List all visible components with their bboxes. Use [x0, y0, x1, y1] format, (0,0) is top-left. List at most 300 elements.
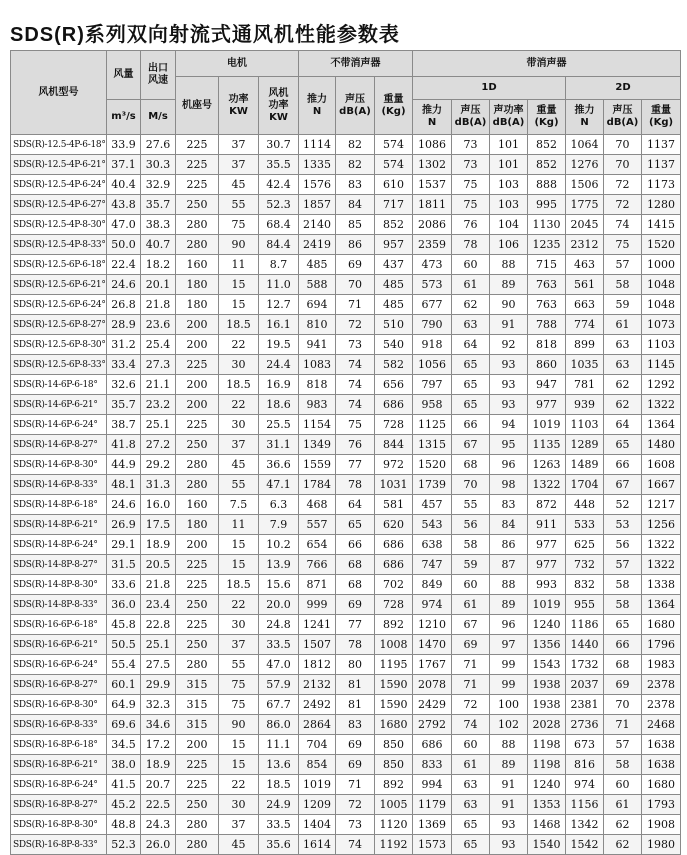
cell-power: 37 [219, 135, 259, 155]
cell-frame: 200 [176, 335, 219, 355]
table-row [11, 295, 681, 315]
cell-frame: 280 [176, 655, 219, 675]
cell-noise: 64 [336, 495, 375, 515]
cell-airflow: 33.6 [107, 575, 141, 595]
cell-airflow: 24.6 [107, 275, 141, 295]
cell-outlet-speed: 34.6 [141, 715, 176, 735]
cell-1d-weight: 1468 [528, 815, 566, 835]
col-header-2d-noise: 声压 dB(A) [604, 100, 642, 135]
cell-outlet-speed: 23.2 [141, 395, 176, 415]
cell-airflow: 31.2 [107, 335, 141, 355]
cell-model: SDS(R)-16-8P-6-18° [11, 735, 107, 755]
cell-2d-noise: 61 [604, 315, 642, 335]
cell-2d-noise: 52 [604, 495, 642, 515]
cell-1d-sound-power: 101 [490, 135, 528, 155]
cell-1d-noise: 65 [452, 375, 490, 395]
cell-power: 90 [219, 715, 259, 735]
cell-airflow: 29.1 [107, 535, 141, 555]
col-header-model: 风机型号 [11, 51, 107, 135]
cell-2d-noise: 62 [604, 395, 642, 415]
cell-1d-noise: 75 [452, 175, 490, 195]
cell-power: 75 [219, 695, 259, 715]
cell-1d-weight: 888 [528, 175, 566, 195]
cell-2d-thrust: 955 [566, 595, 604, 615]
group-header-with-silencer: 带消声器 [413, 51, 681, 77]
cell-model: SDS(R)-14-6P-6-21° [11, 395, 107, 415]
cell-2d-thrust: 774 [566, 315, 604, 335]
cell-1d-noise: 67 [452, 615, 490, 635]
cell-fan-power: 35.5 [259, 155, 299, 175]
cell-airflow: 24.6 [107, 495, 141, 515]
cell-airflow: 33.4 [107, 355, 141, 375]
cell-2d-noise: 67 [604, 475, 642, 495]
cell-2d-thrust: 1489 [566, 455, 604, 475]
cell-outlet-speed: 17.5 [141, 515, 176, 535]
cell-noise: 78 [336, 475, 375, 495]
cell-fan-power: 33.5 [259, 815, 299, 835]
performance-table [10, 50, 681, 855]
cell-model: SDS(R)-14-8P-8-33° [11, 595, 107, 615]
cell-thrust: 1404 [299, 815, 336, 835]
cell-fan-power: 25.5 [259, 415, 299, 435]
cell-fan-power: 30.7 [259, 135, 299, 155]
cell-power: 30 [219, 415, 259, 435]
cell-2d-thrust: 673 [566, 735, 604, 755]
table-row [11, 775, 681, 795]
cell-model: SDS(R)-16-6P-6-24° [11, 655, 107, 675]
cell-airflow: 38.0 [107, 755, 141, 775]
cell-thrust: 1019 [299, 775, 336, 795]
cell-1d-thrust: 638 [413, 535, 452, 555]
cell-1d-noise: 65 [452, 395, 490, 415]
cell-outlet-speed: 21.8 [141, 295, 176, 315]
cell-1d-thrust: 1520 [413, 455, 452, 475]
cell-outlet-speed: 26.0 [141, 835, 176, 855]
cell-1d-noise: 61 [452, 755, 490, 775]
cell-2d-noise: 65 [604, 615, 642, 635]
cell-noise: 83 [336, 175, 375, 195]
cell-airflow: 50.0 [107, 235, 141, 255]
cell-noise: 66 [336, 535, 375, 555]
cell-1d-noise: 65 [452, 815, 490, 835]
cell-2d-weight: 1280 [642, 195, 681, 215]
cell-frame: 225 [176, 775, 219, 795]
cell-frame: 180 [176, 275, 219, 295]
cell-fan-power: 52.3 [259, 195, 299, 215]
cell-fan-power: 10.2 [259, 535, 299, 555]
cell-thrust: 557 [299, 515, 336, 535]
cell-noise: 71 [336, 295, 375, 315]
cell-1d-thrust: 790 [413, 315, 452, 335]
cell-weight: 1195 [375, 655, 413, 675]
cell-2d-noise: 61 [604, 795, 642, 815]
cell-fan-power: 11.1 [259, 735, 299, 755]
cell-2d-noise: 63 [604, 355, 642, 375]
cell-1d-weight: 1263 [528, 455, 566, 475]
table-row [11, 535, 681, 555]
cell-thrust: 999 [299, 595, 336, 615]
cell-weight: 892 [375, 615, 413, 635]
cell-frame: 250 [176, 595, 219, 615]
cell-thrust: 1812 [299, 655, 336, 675]
cell-1d-noise: 62 [452, 295, 490, 315]
cell-noise: 73 [336, 815, 375, 835]
cell-frame: 225 [176, 555, 219, 575]
cell-outlet-speed: 27.2 [141, 435, 176, 455]
cell-weight: 1590 [375, 695, 413, 715]
cell-power: 18.5 [219, 375, 259, 395]
table-row [11, 695, 681, 715]
cell-weight: 728 [375, 595, 413, 615]
col-header-noise: 声压 dB(A) [336, 77, 375, 135]
cell-airflow: 36.0 [107, 595, 141, 615]
cell-1d-sound-power: 102 [490, 715, 528, 735]
cell-frame: 180 [176, 515, 219, 535]
cell-1d-noise: 63 [452, 315, 490, 335]
cell-1d-sound-power: 101 [490, 155, 528, 175]
cell-1d-thrust: 994 [413, 775, 452, 795]
cell-weight: 844 [375, 435, 413, 455]
cell-2d-thrust: 1064 [566, 135, 604, 155]
cell-noise: 81 [336, 695, 375, 715]
cell-thrust: 1576 [299, 175, 336, 195]
cell-1d-sound-power: 88 [490, 255, 528, 275]
cell-thrust: 1784 [299, 475, 336, 495]
cell-fan-power: 19.5 [259, 335, 299, 355]
cell-fan-power: 47.0 [259, 655, 299, 675]
cell-2d-noise: 71 [604, 715, 642, 735]
cell-power: 37 [219, 155, 259, 175]
cell-power: 30 [219, 615, 259, 635]
table-row [11, 515, 681, 535]
cell-power: 30 [219, 795, 259, 815]
cell-weight: 1031 [375, 475, 413, 495]
table-row [11, 475, 681, 495]
cell-2d-weight: 1145 [642, 355, 681, 375]
table-row [11, 395, 681, 415]
cell-2d-noise: 59 [604, 295, 642, 315]
cell-1d-thrust: 849 [413, 575, 452, 595]
cell-thrust: 694 [299, 295, 336, 315]
cell-airflow: 28.9 [107, 315, 141, 335]
col-header-power: 功率 KW [219, 77, 259, 135]
cell-1d-sound-power: 92 [490, 335, 528, 355]
cell-2d-thrust: 1775 [566, 195, 604, 215]
cell-noise: 70 [336, 275, 375, 295]
cell-1d-sound-power: 91 [490, 315, 528, 335]
col-header-2d-thrust: 推力 N [566, 100, 604, 135]
cell-model: SDS(R)-16-6P-6-18° [11, 615, 107, 635]
table-row [11, 135, 681, 155]
cell-1d-noise: 65 [452, 835, 490, 855]
cell-2d-noise: 75 [604, 235, 642, 255]
cell-1d-thrust: 1086 [413, 135, 452, 155]
cell-2d-noise: 57 [604, 555, 642, 575]
col-header-outlet-speed-unit: M/s [141, 100, 176, 135]
cell-fan-power: 84.4 [259, 235, 299, 255]
cell-outlet-speed: 22.8 [141, 615, 176, 635]
cell-frame: 200 [176, 375, 219, 395]
cell-2d-weight: 1667 [642, 475, 681, 495]
cell-2d-thrust: 1704 [566, 475, 604, 495]
cell-thrust: 1241 [299, 615, 336, 635]
col-header-outlet-speed: 出口 风速 [141, 51, 176, 100]
table-row [11, 555, 681, 575]
cell-outlet-speed: 23.4 [141, 595, 176, 615]
cell-1d-thrust: 1537 [413, 175, 452, 195]
cell-2d-thrust: 899 [566, 335, 604, 355]
cell-model: SDS(R)-12.5-6P-6-24° [11, 295, 107, 315]
cell-noise: 78 [336, 635, 375, 655]
col-header-weight: 重量 (Kg) [375, 77, 413, 135]
cell-power: 7.5 [219, 495, 259, 515]
cell-weight: 1008 [375, 635, 413, 655]
cell-model: SDS(R)-12.5-4P-6-21° [11, 155, 107, 175]
cell-1d-thrust: 1573 [413, 835, 452, 855]
cell-airflow: 43.8 [107, 195, 141, 215]
table-row [11, 635, 681, 655]
cell-1d-weight: 852 [528, 155, 566, 175]
cell-thrust: 766 [299, 555, 336, 575]
cell-2d-thrust: 1732 [566, 655, 604, 675]
cell-frame: 200 [176, 395, 219, 415]
cell-model: SDS(R)-12.5-4P-8-33° [11, 235, 107, 255]
cell-2d-thrust: 1542 [566, 835, 604, 855]
col-header-airflow: 风量 [107, 51, 141, 100]
cell-airflow: 47.0 [107, 215, 141, 235]
cell-1d-weight: 1135 [528, 435, 566, 455]
cell-2d-thrust: 1103 [566, 415, 604, 435]
cell-airflow: 37.1 [107, 155, 141, 175]
cell-outlet-speed: 24.3 [141, 815, 176, 835]
table-row [11, 275, 681, 295]
cell-2d-thrust: 1440 [566, 635, 604, 655]
cell-power: 75 [219, 675, 259, 695]
cell-1d-sound-power: 83 [490, 495, 528, 515]
cell-thrust: 810 [299, 315, 336, 335]
cell-1d-weight: 993 [528, 575, 566, 595]
cell-1d-weight: 1130 [528, 215, 566, 235]
cell-1d-sound-power: 90 [490, 295, 528, 315]
cell-1d-noise: 60 [452, 735, 490, 755]
cell-frame: 280 [176, 815, 219, 835]
cell-power: 37 [219, 435, 259, 455]
cell-1d-weight: 1938 [528, 695, 566, 715]
cell-2d-weight: 1322 [642, 395, 681, 415]
cell-thrust: 1335 [299, 155, 336, 175]
cell-airflow: 34.5 [107, 735, 141, 755]
cell-outlet-speed: 30.3 [141, 155, 176, 175]
cell-fan-power: 6.3 [259, 495, 299, 515]
cell-2d-noise: 53 [604, 515, 642, 535]
cell-2d-weight: 1048 [642, 295, 681, 315]
cell-power: 15 [219, 755, 259, 775]
cell-2d-noise: 72 [604, 195, 642, 215]
cell-1d-thrust: 1179 [413, 795, 452, 815]
cell-frame: 160 [176, 495, 219, 515]
table-body [11, 135, 681, 855]
cell-noise: 74 [336, 355, 375, 375]
cell-2d-weight: 1983 [642, 655, 681, 675]
cell-airflow: 64.9 [107, 695, 141, 715]
cell-thrust: 854 [299, 755, 336, 775]
cell-2d-thrust: 1289 [566, 435, 604, 455]
group-header-no-silencer: 不带消声器 [299, 51, 413, 77]
cell-model: SDS(R)-16-8P-8-30° [11, 815, 107, 835]
cell-1d-noise: 66 [452, 415, 490, 435]
cell-2d-thrust: 732 [566, 555, 604, 575]
cell-airflow: 60.1 [107, 675, 141, 695]
cell-2d-thrust: 1342 [566, 815, 604, 835]
cell-thrust: 1614 [299, 835, 336, 855]
cell-airflow: 26.8 [107, 295, 141, 315]
cell-2d-noise: 66 [604, 635, 642, 655]
cell-weight: 957 [375, 235, 413, 255]
cell-1d-sound-power: 97 [490, 635, 528, 655]
cell-1d-sound-power: 103 [490, 195, 528, 215]
cell-fan-power: 67.7 [259, 695, 299, 715]
cell-1d-sound-power: 88 [490, 575, 528, 595]
cell-power: 30 [219, 355, 259, 375]
cell-airflow: 33.9 [107, 135, 141, 155]
cell-power: 22 [219, 775, 259, 795]
cell-frame: 200 [176, 315, 219, 335]
cell-2d-weight: 1520 [642, 235, 681, 255]
cell-1d-weight: 1938 [528, 675, 566, 695]
cell-weight: 686 [375, 535, 413, 555]
cell-fan-power: 13.9 [259, 555, 299, 575]
cell-frame: 315 [176, 715, 219, 735]
cell-model: SDS(R)-12.5-4P-6-24° [11, 175, 107, 195]
cell-2d-weight: 2468 [642, 715, 681, 735]
cell-fan-power: 42.4 [259, 175, 299, 195]
cell-1d-thrust: 1315 [413, 435, 452, 455]
cell-1d-weight: 1198 [528, 735, 566, 755]
cell-airflow: 45.2 [107, 795, 141, 815]
cell-weight: 850 [375, 735, 413, 755]
cell-2d-weight: 1364 [642, 415, 681, 435]
cell-1d-thrust: 1056 [413, 355, 452, 375]
cell-fan-power: 68.4 [259, 215, 299, 235]
cell-frame: 180 [176, 295, 219, 315]
cell-1d-sound-power: 89 [490, 755, 528, 775]
cell-2d-noise: 68 [604, 655, 642, 675]
cell-2d-thrust: 1276 [566, 155, 604, 175]
cell-thrust: 704 [299, 735, 336, 755]
cell-power: 15 [219, 535, 259, 555]
cell-weight: 850 [375, 755, 413, 775]
cell-2d-noise: 64 [604, 415, 642, 435]
cell-model: SDS(R)-14-8P-8-30° [11, 575, 107, 595]
cell-noise: 69 [336, 735, 375, 755]
cell-thrust: 1114 [299, 135, 336, 155]
table-row [11, 255, 681, 275]
cell-1d-thrust: 918 [413, 335, 452, 355]
cell-2d-weight: 1793 [642, 795, 681, 815]
cell-airflow: 69.6 [107, 715, 141, 735]
table-row [11, 615, 681, 635]
cell-weight: 892 [375, 775, 413, 795]
cell-fan-power: 86.0 [259, 715, 299, 735]
cell-1d-noise: 72 [452, 695, 490, 715]
cell-1d-thrust: 1369 [413, 815, 452, 835]
cell-power: 55 [219, 655, 259, 675]
cell-airflow: 50.5 [107, 635, 141, 655]
cell-1d-weight: 1356 [528, 635, 566, 655]
cell-weight: 620 [375, 515, 413, 535]
cell-1d-thrust: 1210 [413, 615, 452, 635]
cell-1d-sound-power: 88 [490, 735, 528, 755]
cell-2d-thrust: 1506 [566, 175, 604, 195]
cell-frame: 250 [176, 435, 219, 455]
table-row [11, 375, 681, 395]
cell-model: SDS(R)-14-8P-6-24° [11, 535, 107, 555]
cell-power: 55 [219, 475, 259, 495]
cell-power: 18.5 [219, 315, 259, 335]
cell-model: SDS(R)-12.5-4P-8-30° [11, 215, 107, 235]
cell-1d-thrust: 677 [413, 295, 452, 315]
cell-airflow: 48.1 [107, 475, 141, 495]
table-row [11, 455, 681, 475]
cell-model: SDS(R)-12.5-6P-8-33° [11, 355, 107, 375]
cell-noise: 77 [336, 615, 375, 635]
cell-2d-weight: 1103 [642, 335, 681, 355]
cell-model: SDS(R)-16-6P-6-21° [11, 635, 107, 655]
cell-2d-weight: 1364 [642, 595, 681, 615]
cell-2d-weight: 1048 [642, 275, 681, 295]
cell-2d-weight: 1137 [642, 135, 681, 155]
cell-2d-weight: 1680 [642, 615, 681, 635]
cell-2d-noise: 58 [604, 755, 642, 775]
cell-1d-weight: 1543 [528, 655, 566, 675]
cell-noise: 85 [336, 215, 375, 235]
cell-frame: 250 [176, 635, 219, 655]
cell-fan-power: 15.6 [259, 575, 299, 595]
cell-model: SDS(R)-16-8P-8-33° [11, 835, 107, 855]
cell-1d-weight: 1353 [528, 795, 566, 815]
cell-thrust: 1209 [299, 795, 336, 815]
col-header-1d-sound-power: 声功率 dB(A) [490, 100, 528, 135]
table-row [11, 215, 681, 235]
cell-thrust: 2140 [299, 215, 336, 235]
cell-power: 45 [219, 175, 259, 195]
cell-2d-thrust: 533 [566, 515, 604, 535]
cell-2d-weight: 1073 [642, 315, 681, 335]
cell-airflow: 44.9 [107, 455, 141, 475]
cell-1d-sound-power: 96 [490, 615, 528, 635]
cell-model: SDS(R)-16-8P-6-24° [11, 775, 107, 795]
cell-power: 11 [219, 515, 259, 535]
cell-frame: 225 [176, 135, 219, 155]
group-header-motor: 电机 [176, 51, 299, 77]
cell-frame: 250 [176, 795, 219, 815]
cell-1d-sound-power: 93 [490, 395, 528, 415]
cell-thrust: 1083 [299, 355, 336, 375]
cell-2d-weight: 1415 [642, 215, 681, 235]
cell-2d-weight: 1292 [642, 375, 681, 395]
table-row [11, 595, 681, 615]
cell-fan-power: 8.7 [259, 255, 299, 275]
cell-airflow: 41.5 [107, 775, 141, 795]
cell-noise: 72 [336, 315, 375, 335]
cell-1d-weight: 1235 [528, 235, 566, 255]
cell-1d-noise: 60 [452, 255, 490, 275]
cell-frame: 315 [176, 695, 219, 715]
cell-1d-weight: 1240 [528, 775, 566, 795]
cell-outlet-speed: 21.1 [141, 375, 176, 395]
cell-1d-weight: 1322 [528, 475, 566, 495]
cell-weight: 1120 [375, 815, 413, 835]
